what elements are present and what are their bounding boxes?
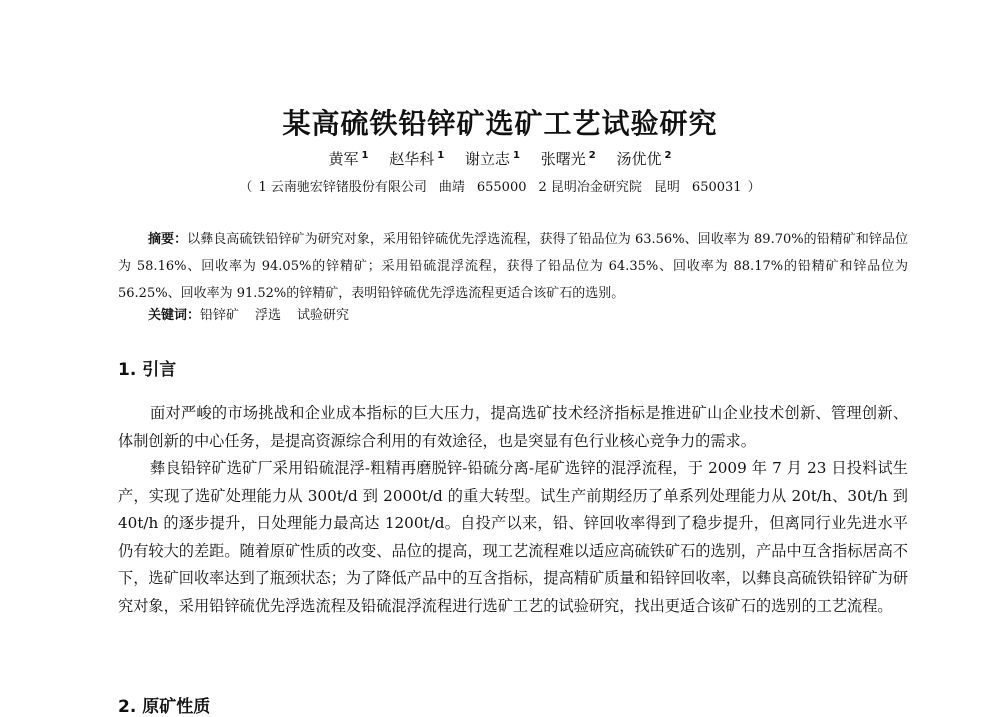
author bbox=[617, 150, 672, 168]
paragraph: 面对严峻的市场挑战和企业成本指标的巨大压力，提高选矿技术经济指标是推进矿山企业技术创新、管理创新、体制创新的中心任务，是提高资源综合利用的有效途径，也是突显有色行业核心竞争力的需求。 bbox=[118, 404, 908, 450]
author-affiliation-mark: 2 bbox=[588, 150, 596, 161]
author-name: 赵华科 bbox=[389, 150, 435, 168]
author bbox=[541, 150, 596, 168]
abstract bbox=[118, 226, 908, 307]
author-affiliation-mark: 1 bbox=[437, 150, 445, 161]
affiliation-line bbox=[0, 176, 1000, 195]
paper-title: 某高硫铁铅锌矿选矿工艺试验研究 bbox=[282, 107, 718, 140]
author-affiliation-mark: 2 bbox=[664, 150, 672, 161]
affiliation-close-paren: ） bbox=[747, 180, 761, 195]
section-heading-ore-properties: 2. 原矿性质 bbox=[118, 697, 211, 717]
author bbox=[328, 150, 368, 168]
affiliation-institution-2: 2 昆明冶金研究院 bbox=[538, 180, 642, 195]
affiliation-city-1: 曲靖 bbox=[438, 180, 465, 195]
keyword: 试验研究 bbox=[297, 308, 350, 323]
author-name: 汤优优 bbox=[616, 150, 662, 168]
author-affiliation-mark: 1 bbox=[361, 150, 369, 161]
keywords bbox=[148, 302, 365, 329]
author-name: 黄军 bbox=[328, 150, 359, 168]
author-list bbox=[0, 148, 1000, 169]
author-name: 张曙光 bbox=[540, 150, 586, 168]
author-affiliation-mark: 1 bbox=[513, 150, 520, 161]
keyword: 铅锌矿 bbox=[200, 308, 240, 323]
affiliation-open-paren: （ bbox=[239, 180, 253, 195]
affiliation-zip-1: 655000 bbox=[476, 180, 527, 195]
keyword: 浮选 bbox=[255, 308, 282, 323]
author bbox=[465, 150, 520, 168]
abstract-label: 摘要： bbox=[148, 232, 188, 247]
abstract-text: 以彝良高硫铁铅锌矿为研究对象，采用铅锌硫优先浮选流程，获得了铅品位为 63.56%、回收率为 89.70%的铅精矿和锌品位为 58.16%、回收率为 94.05%的锌精矿；采用铅硫混浮流程，获得了铅品位为 64.35%、回收率为 88.17%的铅精矿和锌品位为 56.25%、回收率为 91.52%的锌精矿，表明铅锌硫优先浮选流程更适合该矿石的选别。 bbox=[118, 232, 908, 301]
keywords-label: 关键词： bbox=[148, 308, 201, 323]
affiliation-zip-2: 650031 bbox=[691, 180, 742, 195]
section-body-introduction bbox=[118, 400, 908, 620]
author-name: 谢立志 bbox=[465, 150, 511, 168]
author bbox=[389, 150, 444, 168]
paragraph: 彝良铅锌矿选矿厂采用铅硫混浮-粗精再磨脱锌-铅硫分离-尾矿选锌的混浮流程，于 2009 年 7 月 23 日投料试生产，实现了选矿处理能力从 300t/d 到 2000t/d 的重大转型。试生产前期经历了单系列处理能力从 20t/h、30t/h 到 40t/h 的逐步提升，日处理能力最高达 1200t/d。自投产以来，铅、锌回收率得到了稳步提升，但离同行业先进水平仍有较大的差距。随着原矿性质的改变、品位的提高，现工艺流程难以适应高硫铁矿石的选别，产品中互含指标居高不下，选矿回收率达到了瓶颈状态；为了降低产品中的互含指标，提高精矿质量和铅锌回收率，以彝良高硫铁铅锌矿为研究对象，采用铅锌硫优先浮选流程及铅硫混浮流程进行选矿工艺的试验研究，找出更适合该矿石的选别的工艺流程。 bbox=[118, 459, 908, 615]
affiliation-city-2: 昆明 bbox=[653, 180, 680, 195]
affiliation-institution-1: 1 云南驰宏锌锗股份有限公司 bbox=[258, 180, 427, 195]
section-heading-introduction: 1. 引言 bbox=[118, 360, 177, 380]
